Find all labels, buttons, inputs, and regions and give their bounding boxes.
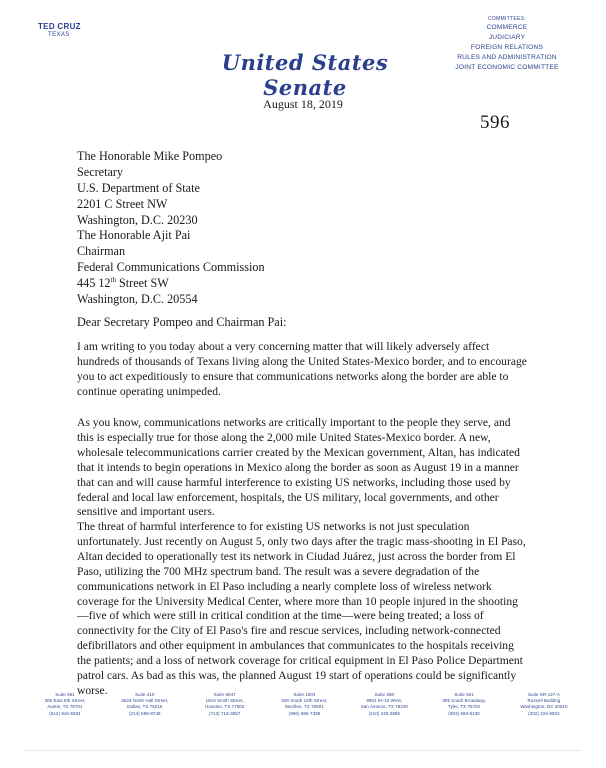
office-address (351, 692, 417, 717)
letterhead-title: United States Senate (221, 50, 389, 100)
letter-date: August 18, 2019 (263, 97, 343, 111)
office-city: San Antonio, TX 78230 (360, 704, 408, 710)
body-paragraph: The threat of harmful interference to for existing US networks is not just speculation unfortunately. Just recently on August 5, only two days after the tragic mass-shooting in El Paso, Altan decided to operationally test its network in Ciudad Juárez, just across the border from El Paso, utilizing the 700 MHz spectrum band. The result was a severe degradation of the communications network in El Paso including a nearly complete loss of wireless network coverage for the University Medical Center, where more than 10 people injured in the shooting—five of which were still in critical condition at the time—were being treated; a loss of connectivity for the City of El Paso's fire and rescue services, including network-connected defibrillators and other equipment in ambulances that communicates to the hospitals receiving the patients; and a loss of network coverage for critical equipment in El Paso Police Department patrol cars. As bad as this was, the planned August 19 start of operations could be significantly worse. (77, 520, 526, 697)
committees-header: COMMITTEES: (487, 16, 527, 22)
office-street: 3626 North Hall Street, (121, 698, 169, 704)
office-address (431, 692, 497, 717)
address-line: U.S. Department of State (77, 181, 200, 195)
sender-state: TEXAS (48, 32, 70, 38)
office-phone: (210) 340-2885 (368, 710, 401, 716)
office-address (271, 692, 337, 717)
office-footer (32, 692, 577, 717)
office-suite: Suite SR-127-A (528, 692, 560, 697)
page-bottom-divider (24, 750, 582, 751)
office-city: Dallas, TX 75219 (127, 704, 163, 710)
office-suite: Suite 410 (135, 692, 155, 697)
office-phone: (903) 593-5130 (448, 710, 480, 716)
committee-item: COMMERCE (486, 24, 528, 31)
office-city: Houston, TX 77002 (204, 704, 245, 710)
office-phone: (956) 686-7339 (288, 710, 321, 716)
address-line: The Honorable Mike Pompeo (77, 149, 223, 163)
recipient-address-2 (77, 227, 265, 307)
office-suite: Suite 350 (374, 692, 395, 697)
body-paragraph: As you know, communications networks are critically important to the people they serve, and this is especially true for those along the 2,000 mile United States-Mexico border. A new, wholesale telecommunications carrier created by the Mexican government, Altan, has indicated that it intends to begin operations in Mexico along the border as soon as August 19 in a manner that can and will cause harmful interference to existing US networks, including those used by federal and local law enforcement, hospitals, the US military, local governments, and other sensitive and important users. (77, 416, 520, 519)
office-street: 200 South 10th Street, (281, 698, 328, 704)
office-phone: (202) 224-5922 (528, 710, 560, 716)
sender-name: TED CRUZ (38, 22, 81, 31)
street-number: 445 12 (77, 276, 111, 290)
committee-item: FOREIGN RELATIONS (470, 44, 544, 51)
office-city: Washington, DC 20510 (520, 704, 568, 710)
office-address (511, 692, 577, 717)
office-phone: (512) 916-5834 (49, 710, 81, 716)
committee-list (442, 16, 572, 73)
office-street: 1919 Smith Street, (205, 698, 244, 704)
recipient-address-1 (77, 148, 222, 228)
body-paragraph: I am writing to you today about a very concerning matter that will likely adversely affect hundreds of thousands of Texans living along the United States-Mexico border, and to encourage you to act expeditiously to ensure that communications networks along the border are able to continue operating unimpeded. (77, 340, 527, 398)
address-line: Chairman (77, 244, 126, 258)
salutation: Dear Secretary Pompeo and Chairman Pai: (77, 315, 287, 329)
address-line: 2201 C Street NW (77, 197, 168, 211)
office-street: Russell Building (527, 698, 561, 704)
office-suite: Suite 9047 (213, 692, 236, 697)
address-line (77, 275, 265, 291)
office-suite: Suite 501 (454, 692, 474, 697)
office-address (192, 692, 258, 717)
address-line: The Honorable Ajit Pai (77, 228, 191, 242)
address-line: Washington, D.C. 20554 (77, 292, 198, 306)
document-number: 596 (480, 112, 510, 133)
office-city: McAllen, TX 78501 (285, 704, 324, 710)
committee-item: JOINT ECONOMIC COMMITTEE (455, 64, 559, 71)
committee-item: JUDICIARY (488, 34, 526, 41)
office-street: 300 East 8th Street, (44, 698, 86, 704)
office-suite: Suite 961 (55, 692, 75, 697)
office-address (32, 692, 98, 717)
committee-item: RULES AND ADMINISTRATION (457, 54, 557, 61)
office-phone: (214) 599-8749 (129, 710, 161, 716)
street-name: Street SW (115, 276, 169, 290)
office-street: 9901 IH-10 West, (366, 698, 403, 704)
address-line: Federal Communications Commission (77, 260, 265, 274)
address-line: Washington, D.C. 20230 (77, 213, 198, 227)
office-phone: (713) 718-3057 (208, 710, 241, 716)
office-suite: Suite 1603 (293, 692, 316, 697)
address-line: Secretary (77, 165, 124, 179)
office-city: Tyler, TX 75702 (448, 704, 481, 710)
office-city: Austin, TX 78701 (47, 704, 83, 710)
street-ordinal: th (110, 275, 116, 284)
office-street: 305 South Broadway, (442, 698, 486, 704)
office-address (112, 692, 178, 717)
